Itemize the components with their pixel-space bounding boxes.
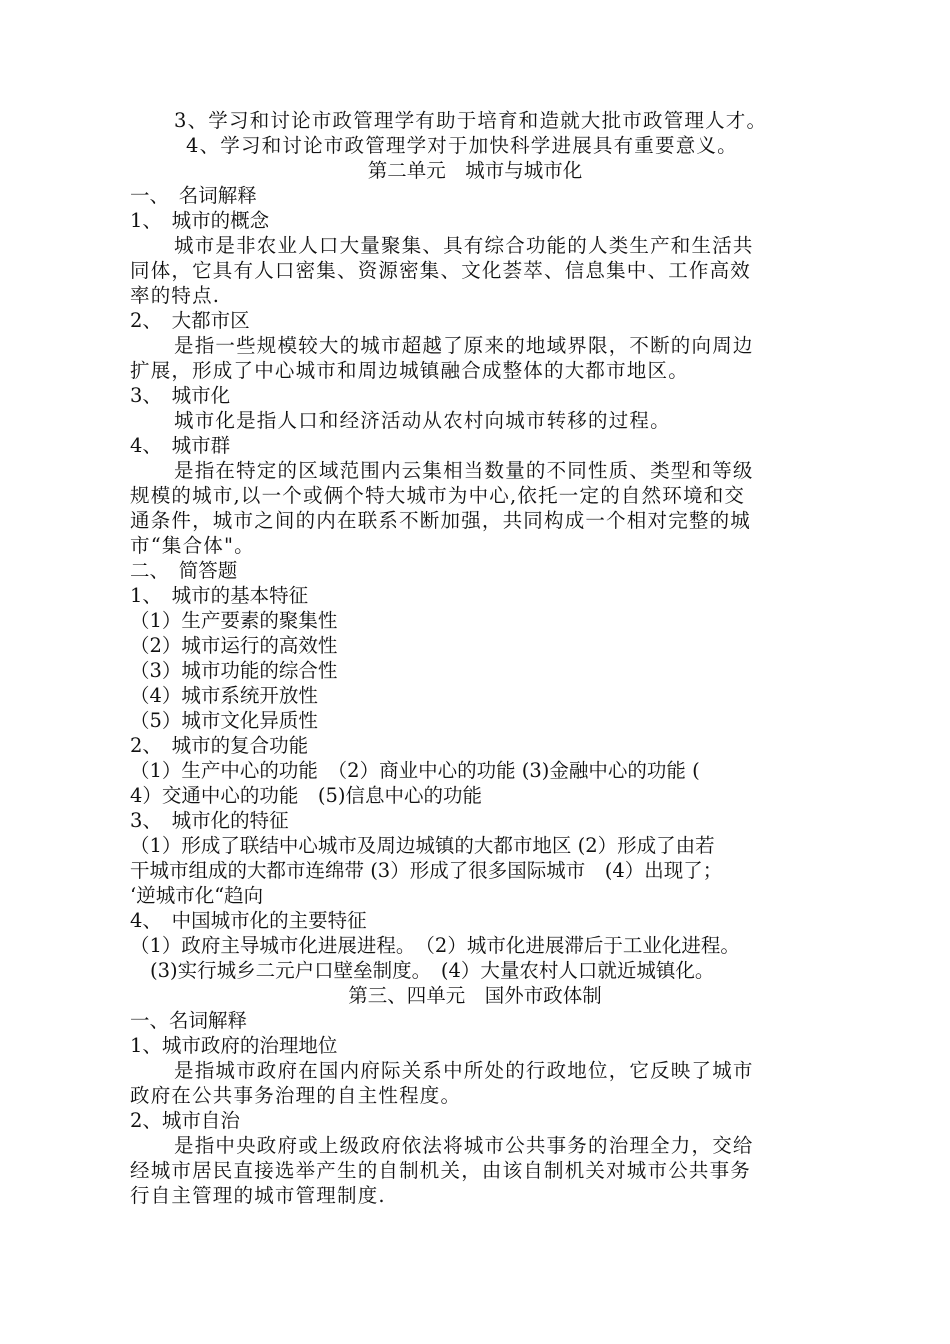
list-item-line: 1、 城市的概念 xyxy=(130,209,270,232)
list-item-line: （3）城市功能的综合性 xyxy=(130,659,338,682)
list-item-line: 二、 简答题 xyxy=(130,559,238,582)
paragraph-line: 3、学习和讨论市政管理学有助于培育和造就大批市政管理人才。 xyxy=(174,109,768,132)
list-item-line: （4）城市系统开放性 xyxy=(130,684,318,707)
list-item-line: 1、城市政府的治理地位 xyxy=(130,1034,338,1057)
section-heading: 第二单元 城市与城市化 xyxy=(367,159,583,182)
paragraph-line: 城市是非农业人口大量聚集、具有综合功能的人类生产和生活共 xyxy=(174,234,754,257)
paragraph-line: 是指中央政府或上级政府依法将城市公共事务的治理全力，交给 xyxy=(174,1134,754,1157)
paragraph-line: 是指在特定的区域范围内云集相当数量的不同性质、类型和等级 xyxy=(174,459,754,482)
section-heading: 第三、四单元 国外市政体制 xyxy=(348,984,602,1007)
paragraph-line: 通条件，城市之间的内在联系不断加强，共同构成一个相对完整的城 xyxy=(130,509,752,532)
list-item-line: (3)实行城乡二元户口壁垒制度。 (4）大量农村人口就近城镇化。 xyxy=(150,959,715,982)
list-item-line: 2、 城市的复合功能 xyxy=(130,734,309,757)
paragraph-line: 行自主管理的城市管理制度. xyxy=(130,1184,386,1207)
list-item-line: 4、 城市群 xyxy=(130,434,231,457)
list-item-line: 一、 名词解释 xyxy=(130,184,257,207)
list-item-line: 2、 大都市区 xyxy=(130,309,250,332)
list-item-line: 干城市组成的大都市连绵带 (3）形成了很多国际城市 (4）出现了； xyxy=(130,859,723,882)
paragraph-line: 政府在公共事务治理的自主性程度。 xyxy=(130,1084,462,1107)
paragraph-line: 是指城市政府在国内府际关系中所处的行政地位，它反映了城市 xyxy=(174,1059,754,1082)
paragraph-line: 市“集合体"。 xyxy=(130,534,255,557)
list-item-line: （2）城市运行的高效性 xyxy=(130,634,338,657)
paragraph-line: 规模的城市,以一个或俩个特大城市为中心,依托一定的自然环境和交 xyxy=(130,484,746,507)
list-item-line: 一、名词解释 xyxy=(130,1009,248,1032)
list-item-line: ‘逆城市化“趋向 xyxy=(130,884,264,907)
paragraph-line: 是指一些规模较大的城市超越了原来的地域界限，不断的向周边 xyxy=(174,334,754,357)
list-item-line: （1）生产要素的聚集性 xyxy=(130,609,338,632)
list-item-line: （1）生产中心的功能 （2）商业中心的功能 (3)金融中心的功能 ( xyxy=(130,759,700,782)
list-item-line: （5）城市文化异质性 xyxy=(130,709,318,732)
list-item-line: 4）交通中心的功能 (5)信息中心的功能 xyxy=(130,784,483,807)
list-item-line: 2、城市自治 xyxy=(130,1109,240,1132)
list-item-line: （1）形成了联结中心城市及周边城镇的大都市地区 (2）形成了由若 xyxy=(130,834,715,857)
list-item-line: 3、 城市化的特征 xyxy=(130,809,289,832)
paragraph-line: 同体，它具有人口密集、资源密集、文化荟萃、信息集中、工作高效 xyxy=(130,259,752,282)
paragraph-line: 4、学习和讨论市政管理学对于加快科学进展具有重要意义。 xyxy=(186,134,738,157)
paragraph-line: 城市化是指人口和经济活动从农村向城市转移的过程。 xyxy=(174,409,671,432)
paragraph-line: 扩展，形成了中心城市和周边城镇融合成整体的大都市地区。 xyxy=(130,359,689,382)
paragraph-line: 率的特点. xyxy=(130,284,221,307)
list-item-line: （1）政府主导城市化进展进程。 （2）城市化进展滞后于工业化进程。 xyxy=(130,934,740,957)
list-item-line: 4、 中国城市化的主要特征 xyxy=(130,909,367,932)
list-item-line: 1、 城市的基本特征 xyxy=(130,584,309,607)
list-item-line: 3、 城市化 xyxy=(130,384,231,407)
paragraph-line: 经城市居民直接选举产生的自制机关，由该自制机关对城市公共事务 xyxy=(130,1159,752,1182)
